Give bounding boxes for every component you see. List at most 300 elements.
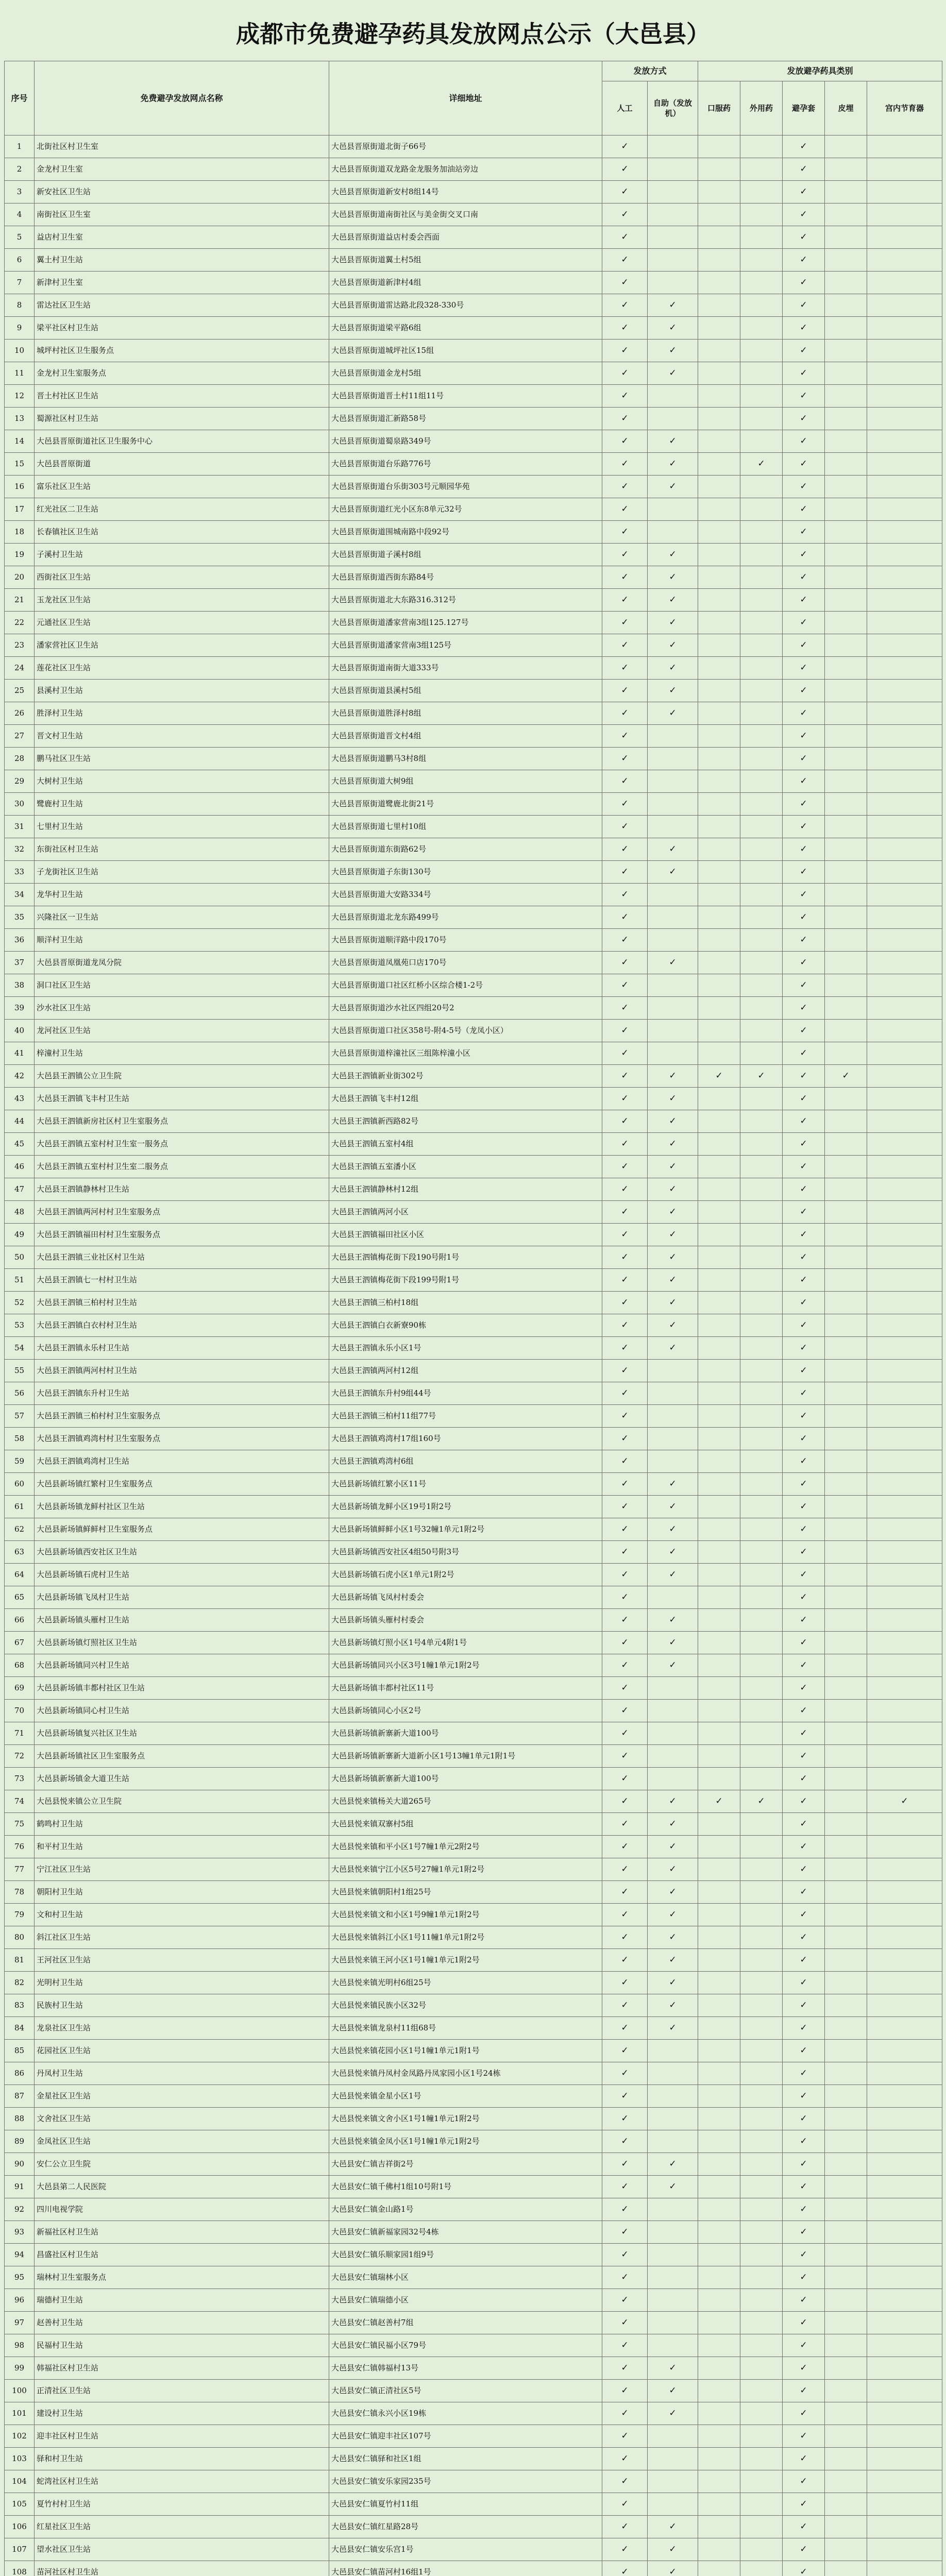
condom-mark: ✓ — [783, 1337, 825, 1360]
implant-mark — [825, 158, 867, 181]
condom-mark: ✓ — [783, 181, 825, 204]
oral-mark — [698, 1972, 740, 1994]
point-address: 大邑县安仁镇安乐宫1号 — [329, 2538, 602, 2561]
topical-mark — [740, 362, 783, 385]
condom-mark: ✓ — [783, 1609, 825, 1632]
row-number: 107 — [5, 2538, 35, 2561]
point-address: 大邑县安仁镇新福家园32号4栋 — [329, 2221, 602, 2244]
row-number: 38 — [5, 974, 35, 997]
implant-mark — [825, 702, 867, 725]
oral-mark — [698, 1745, 740, 1768]
manual-mark: ✓ — [602, 1654, 648, 1677]
implant-mark — [825, 2153, 867, 2176]
iud-mark — [867, 2130, 942, 2153]
implant-mark — [825, 1949, 867, 1972]
implant-mark — [825, 2493, 867, 2516]
oral-mark — [698, 2402, 740, 2425]
table-row — [5, 861, 942, 884]
iud-mark — [867, 725, 942, 748]
condom-mark: ✓ — [783, 589, 825, 612]
self-service-mark — [648, 2062, 698, 2085]
implant-mark — [825, 793, 867, 816]
oral-mark — [698, 385, 740, 408]
topical-mark — [740, 1314, 783, 1337]
manual-mark: ✓ — [602, 317, 648, 340]
table-row — [5, 1269, 942, 1292]
topical-mark — [740, 498, 783, 521]
table-row — [5, 1201, 942, 1224]
row-number: 80 — [5, 1926, 35, 1949]
point-name: 赵善村卫生站 — [35, 2312, 329, 2334]
manual-mark: ✓ — [602, 906, 648, 929]
point-name: 大邑县王泗镇鸡湾村村卫生室服务点 — [35, 1428, 329, 1450]
manual-mark: ✓ — [602, 1042, 648, 1065]
condom-mark: ✓ — [783, 1904, 825, 1926]
point-address: 大邑县新场镇新寨新大道100号 — [329, 1768, 602, 1790]
condom-mark: ✓ — [783, 1042, 825, 1065]
table-row — [5, 2244, 942, 2266]
point-address: 大邑县晋原街道凤凰苑口店170号 — [329, 952, 602, 974]
point-address: 大邑县王泗镇飞丰村12组 — [329, 1088, 602, 1110]
oral-mark — [698, 1949, 740, 1972]
row-number: 49 — [5, 1224, 35, 1246]
table-row — [5, 2198, 942, 2221]
self-service-mark: ✓ — [648, 1904, 698, 1926]
self-service-mark: ✓ — [648, 1178, 698, 1201]
point-name: 瑞林村卫生室服务点 — [35, 2266, 329, 2289]
point-address: 大邑县王泗镇静林村12组 — [329, 1178, 602, 1201]
iud-mark — [867, 521, 942, 544]
topical-mark — [740, 1088, 783, 1110]
iud-mark — [867, 2493, 942, 2516]
implant-mark — [825, 498, 867, 521]
oral-mark — [698, 1836, 740, 1858]
point-address: 大邑县王泗镇梅花街下段199号附1号 — [329, 1269, 602, 1292]
point-name: 大邑县新场镇丰都村社区卫生站 — [35, 1677, 329, 1700]
point-name: 大邑县新场镇社区卫生室服务点 — [35, 1745, 329, 1768]
row-number: 41 — [5, 1042, 35, 1065]
row-number: 22 — [5, 612, 35, 634]
point-name: 大邑县王泗镇五室村村卫生室一服务点 — [35, 1133, 329, 1156]
oral-mark — [698, 861, 740, 884]
topical-mark — [740, 702, 783, 725]
topical-mark — [740, 634, 783, 657]
self-service-mark — [648, 272, 698, 294]
self-service-mark: ✓ — [648, 1858, 698, 1881]
row-number: 34 — [5, 884, 35, 906]
self-service-mark: ✓ — [648, 340, 698, 362]
header-name: 免费避孕发放网点名称 — [35, 61, 329, 135]
table-row — [5, 2130, 942, 2153]
point-name: 安仁公立卫生院 — [35, 2153, 329, 2176]
condom-mark: ✓ — [783, 544, 825, 566]
page-title: 成都市免费避孕药具发放网点公示（大邑县） — [236, 20, 710, 48]
iud-mark — [867, 408, 942, 430]
condom-mark: ✓ — [783, 680, 825, 702]
topical-mark — [740, 566, 783, 589]
self-service-mark: ✓ — [648, 1654, 698, 1677]
topical-mark — [740, 1813, 783, 1836]
row-number: 108 — [5, 2561, 35, 2576]
self-service-mark — [648, 2425, 698, 2448]
iud-mark — [867, 1836, 942, 1858]
row-number: 56 — [5, 1382, 35, 1405]
iud-mark — [867, 974, 942, 997]
self-service-mark — [648, 1405, 698, 1428]
row-number: 32 — [5, 838, 35, 861]
oral-mark — [698, 725, 740, 748]
topical-mark — [740, 340, 783, 362]
condom-mark: ✓ — [783, 2516, 825, 2538]
point-name: 大邑县晋原街道龙凤分院 — [35, 952, 329, 974]
point-name: 花园社区卫生站 — [35, 2040, 329, 2062]
point-name: 文舍社区卫生站 — [35, 2108, 329, 2130]
point-address: 大邑县晋原街道梓潼社区三组陈梓潼小区 — [329, 1042, 602, 1065]
implant-mark — [825, 748, 867, 770]
manual-mark: ✓ — [602, 272, 648, 294]
implant-mark — [825, 1654, 867, 1677]
oral-mark — [698, 1224, 740, 1246]
point-address: 大邑县晋原街道西街东路84号 — [329, 566, 602, 589]
manual-mark: ✓ — [602, 929, 648, 952]
row-number: 79 — [5, 1904, 35, 1926]
iud-mark — [867, 1541, 942, 1564]
iud-mark — [867, 1949, 942, 1972]
condom-mark: ✓ — [783, 793, 825, 816]
implant-mark — [825, 1156, 867, 1178]
row-number: 42 — [5, 1065, 35, 1088]
oral-mark — [698, 340, 740, 362]
manual-mark: ✓ — [602, 1269, 648, 1292]
point-address: 大邑县安仁镇民福小区79号 — [329, 2334, 602, 2357]
condom-mark: ✓ — [783, 294, 825, 317]
table-row — [5, 2289, 942, 2312]
iud-mark — [867, 2221, 942, 2244]
point-name: 晋文村卫生站 — [35, 725, 329, 748]
row-number: 37 — [5, 952, 35, 974]
self-service-mark: ✓ — [648, 1156, 698, 1178]
implant-mark — [825, 884, 867, 906]
row-number: 84 — [5, 2017, 35, 2040]
self-service-mark — [648, 1722, 698, 1745]
manual-mark: ✓ — [602, 135, 648, 158]
table-row — [5, 2153, 942, 2176]
iud-mark — [867, 2448, 942, 2470]
condom-mark: ✓ — [783, 521, 825, 544]
point-name: 龙泉社区卫生站 — [35, 2017, 329, 2040]
implant-mark — [825, 2561, 867, 2576]
row-number: 64 — [5, 1564, 35, 1586]
iud-mark — [867, 1450, 942, 1473]
table-row — [5, 2176, 942, 2198]
point-name: 民福村卫生站 — [35, 2334, 329, 2357]
manual-mark: ✓ — [602, 181, 648, 204]
point-address: 大邑县晋原街道台乐街303号元顺园华苑 — [329, 476, 602, 498]
table-row — [5, 974, 942, 997]
oral-mark — [698, 521, 740, 544]
distribution-points-table — [4, 61, 942, 2576]
condom-mark: ✓ — [783, 1994, 825, 2017]
oral-mark — [698, 952, 740, 974]
point-name: 大邑县王泗镇飞丰村卫生站 — [35, 1088, 329, 1110]
implant-mark — [825, 272, 867, 294]
implant-mark — [825, 476, 867, 498]
oral-mark — [698, 2357, 740, 2380]
table-row — [5, 589, 942, 612]
row-number: 54 — [5, 1337, 35, 1360]
point-address: 大邑县新场镇丰都村社区11号 — [329, 1677, 602, 1700]
implant-mark — [825, 2448, 867, 2470]
point-address: 大邑县新场镇红繁小区11号 — [329, 1473, 602, 1496]
point-address: 大邑县安仁镇苗河村16组1号 — [329, 2561, 602, 2576]
oral-mark — [698, 1314, 740, 1337]
self-service-mark: ✓ — [648, 2153, 698, 2176]
manual-mark: ✓ — [602, 249, 648, 272]
topical-mark — [740, 838, 783, 861]
point-address: 大邑县新场镇鲜鲜小区1号32幢1单元1附2号 — [329, 1518, 602, 1541]
point-name: 四川电视学院 — [35, 2198, 329, 2221]
iud-mark — [867, 952, 942, 974]
row-number: 76 — [5, 1836, 35, 1858]
topical-mark — [740, 2334, 783, 2357]
self-service-mark: ✓ — [648, 2380, 698, 2402]
point-name: 子溪村卫生站 — [35, 544, 329, 566]
self-service-mark — [648, 1360, 698, 1382]
self-service-mark: ✓ — [648, 1926, 698, 1949]
implant-mark — [825, 2040, 867, 2062]
point-name: 驿和村卫生站 — [35, 2448, 329, 2470]
iud-mark — [867, 838, 942, 861]
oral-mark — [698, 204, 740, 226]
implant-mark — [825, 1564, 867, 1586]
row-number: 21 — [5, 589, 35, 612]
row-number: 55 — [5, 1360, 35, 1382]
self-service-mark — [648, 2289, 698, 2312]
oral-mark — [698, 1768, 740, 1790]
self-service-mark — [648, 974, 698, 997]
implant-mark — [825, 249, 867, 272]
condom-mark: ✓ — [783, 2561, 825, 2576]
table-row — [5, 2085, 942, 2108]
topical-mark — [740, 1473, 783, 1496]
condom-mark: ✓ — [783, 498, 825, 521]
oral-mark — [698, 1564, 740, 1586]
condom-mark: ✓ — [783, 657, 825, 680]
point-address: 大邑县晋原街道口社区358号-附4-5号（龙凤小区） — [329, 1020, 602, 1042]
oral-mark — [698, 2561, 740, 2576]
point-address: 大邑县晋原街道子东街130号 — [329, 861, 602, 884]
manual-mark: ✓ — [602, 884, 648, 906]
self-service-mark: ✓ — [648, 1813, 698, 1836]
table-row — [5, 1768, 942, 1790]
oral-mark — [698, 226, 740, 249]
point-name: 新安社区卫生站 — [35, 181, 329, 204]
point-address: 大邑县王泗镇两河村12组 — [329, 1360, 602, 1382]
point-name: 文和村卫生站 — [35, 1904, 329, 1926]
self-service-mark: ✓ — [648, 2017, 698, 2040]
condom-mark: ✓ — [783, 748, 825, 770]
condom-mark: ✓ — [783, 408, 825, 430]
manual-mark: ✓ — [602, 1496, 648, 1518]
point-name: 大邑县新场镇鲜鲜村卫生室服务点 — [35, 1518, 329, 1541]
row-number: 78 — [5, 1881, 35, 1904]
table-row — [5, 544, 942, 566]
condom-mark: ✓ — [783, 362, 825, 385]
table-row — [5, 1994, 942, 2017]
point-address: 大邑县晋原街道新安村8组14号 — [329, 181, 602, 204]
iud-mark — [867, 1382, 942, 1405]
row-number: 99 — [5, 2357, 35, 2380]
table-row — [5, 906, 942, 929]
table-row — [5, 1382, 942, 1405]
implant-mark — [825, 2198, 867, 2221]
oral-mark — [698, 1700, 740, 1722]
row-number: 104 — [5, 2470, 35, 2493]
point-address: 大邑县晋原街道益店村委会西面 — [329, 226, 602, 249]
manual-mark: ✓ — [602, 2312, 648, 2334]
iud-mark — [867, 1405, 942, 1428]
point-address: 大邑县新场镇头雁村村委会 — [329, 1609, 602, 1632]
iud-mark — [867, 181, 942, 204]
condom-mark: ✓ — [783, 1473, 825, 1496]
row-number: 18 — [5, 521, 35, 544]
row-number: 98 — [5, 2334, 35, 2357]
condom-mark: ✓ — [783, 2493, 825, 2516]
implant-mark — [825, 861, 867, 884]
manual-mark: ✓ — [602, 1722, 648, 1745]
oral-mark — [698, 1994, 740, 2017]
implant-mark — [825, 1405, 867, 1428]
implant-mark — [825, 816, 867, 838]
self-service-mark: ✓ — [648, 453, 698, 476]
condom-mark: ✓ — [783, 2470, 825, 2493]
point-name: 顺洋村卫生站 — [35, 929, 329, 952]
manual-mark: ✓ — [602, 974, 648, 997]
topical-mark — [740, 1700, 783, 1722]
oral-mark — [698, 657, 740, 680]
implant-mark — [825, 1292, 867, 1314]
point-name: 鹤鸣村卫生站 — [35, 1813, 329, 1836]
point-address: 大邑县王泗镇新业街302号 — [329, 1065, 602, 1088]
implant-mark — [825, 952, 867, 974]
implant-mark — [825, 1745, 867, 1768]
implant-mark — [825, 2017, 867, 2040]
self-service-mark: ✓ — [648, 1314, 698, 1337]
iud-mark — [867, 1632, 942, 1654]
point-name: 朝阳村卫生站 — [35, 1881, 329, 1904]
point-name: 迎丰社区村卫生站 — [35, 2425, 329, 2448]
topical-mark — [740, 476, 783, 498]
table-row — [5, 725, 942, 748]
condom-mark: ✓ — [783, 1836, 825, 1858]
manual-mark: ✓ — [602, 2085, 648, 2108]
implant-mark — [825, 1541, 867, 1564]
self-service-mark — [648, 2040, 698, 2062]
row-number: 47 — [5, 1178, 35, 1201]
implant-mark — [825, 725, 867, 748]
row-number: 14 — [5, 430, 35, 453]
iud-mark — [867, 2561, 942, 2576]
topical-mark — [740, 1632, 783, 1654]
manual-mark: ✓ — [602, 2561, 648, 2576]
iud-mark — [867, 1360, 942, 1382]
point-address: 大邑县晋原街道汇新路58号 — [329, 408, 602, 430]
point-address: 大邑县新场镇新寨新大道新小区1号13幢1单元1附1号 — [329, 1745, 602, 1768]
condom-mark: ✓ — [783, 1972, 825, 1994]
iud-mark — [867, 249, 942, 272]
point-name: 大邑县新场镇复兴社区卫生站 — [35, 1722, 329, 1745]
self-service-mark: ✓ — [648, 1972, 698, 1994]
row-number: 58 — [5, 1428, 35, 1450]
point-address: 大邑县安仁镇乐顺家园1组9号 — [329, 2244, 602, 2266]
condom-mark: ✓ — [783, 612, 825, 634]
iud-mark — [867, 453, 942, 476]
self-service-mark — [648, 226, 698, 249]
iud-mark — [867, 1337, 942, 1360]
table-row — [5, 1904, 942, 1926]
table-row — [5, 2334, 942, 2357]
manual-mark: ✓ — [602, 816, 648, 838]
point-address: 大邑县安仁镇瑞林小区 — [329, 2266, 602, 2289]
table-row — [5, 1065, 942, 1088]
oral-mark — [698, 906, 740, 929]
manual-mark: ✓ — [602, 158, 648, 181]
point-address: 大邑县晋原街道北街子66号 — [329, 135, 602, 158]
row-number: 85 — [5, 2040, 35, 2062]
point-name: 子龙街社区卫生站 — [35, 861, 329, 884]
condom-mark: ✓ — [783, 1382, 825, 1405]
row-number: 51 — [5, 1269, 35, 1292]
table-row — [5, 1473, 942, 1496]
point-name: 益店村卫生室 — [35, 226, 329, 249]
table-row — [5, 453, 942, 476]
point-name: 金凤社区卫生站 — [35, 2130, 329, 2153]
point-address: 大邑县王泗镇新西路82号 — [329, 1110, 602, 1133]
oral-mark — [698, 2062, 740, 2085]
oral-mark: ✓ — [698, 1065, 740, 1088]
topical-mark — [740, 272, 783, 294]
point-name: 大邑县王泗镇福田村村卫生室服务点 — [35, 1224, 329, 1246]
manual-mark: ✓ — [602, 838, 648, 861]
iud-mark — [867, 272, 942, 294]
table-row — [5, 317, 942, 340]
point-name: 夏竹村村卫生站 — [35, 2493, 329, 2516]
point-name: 苗河社区村卫生站 — [35, 2561, 329, 2576]
point-address: 大邑县晋原街道大树9组 — [329, 770, 602, 793]
point-name: 鹏马社区卫生站 — [35, 748, 329, 770]
implant-mark — [825, 2380, 867, 2402]
condom-mark: ✓ — [783, 453, 825, 476]
point-address: 大邑县安仁镇永兴小区19栋 — [329, 2402, 602, 2425]
oral-mark — [698, 453, 740, 476]
point-address: 大邑县安仁镇夏竹村11组 — [329, 2493, 602, 2516]
condom-mark: ✓ — [783, 2334, 825, 2357]
implant-mark — [825, 1677, 867, 1700]
table-row — [5, 1518, 942, 1541]
oral-mark — [698, 1269, 740, 1292]
oral-mark — [698, 2085, 740, 2108]
condom-mark: ✓ — [783, 1450, 825, 1473]
implant-mark — [825, 1994, 867, 2017]
header-oral: 口服药 — [698, 81, 740, 135]
self-service-mark: ✓ — [648, 1201, 698, 1224]
implant-mark — [825, 2221, 867, 2244]
point-name: 莲花社区卫生站 — [35, 657, 329, 680]
self-service-mark — [648, 2334, 698, 2357]
table-row — [5, 2380, 942, 2402]
point-name: 大邑县王泗镇东升村卫生站 — [35, 1382, 329, 1405]
point-address: 大邑县悦来镇光明村6组25号 — [329, 1972, 602, 1994]
